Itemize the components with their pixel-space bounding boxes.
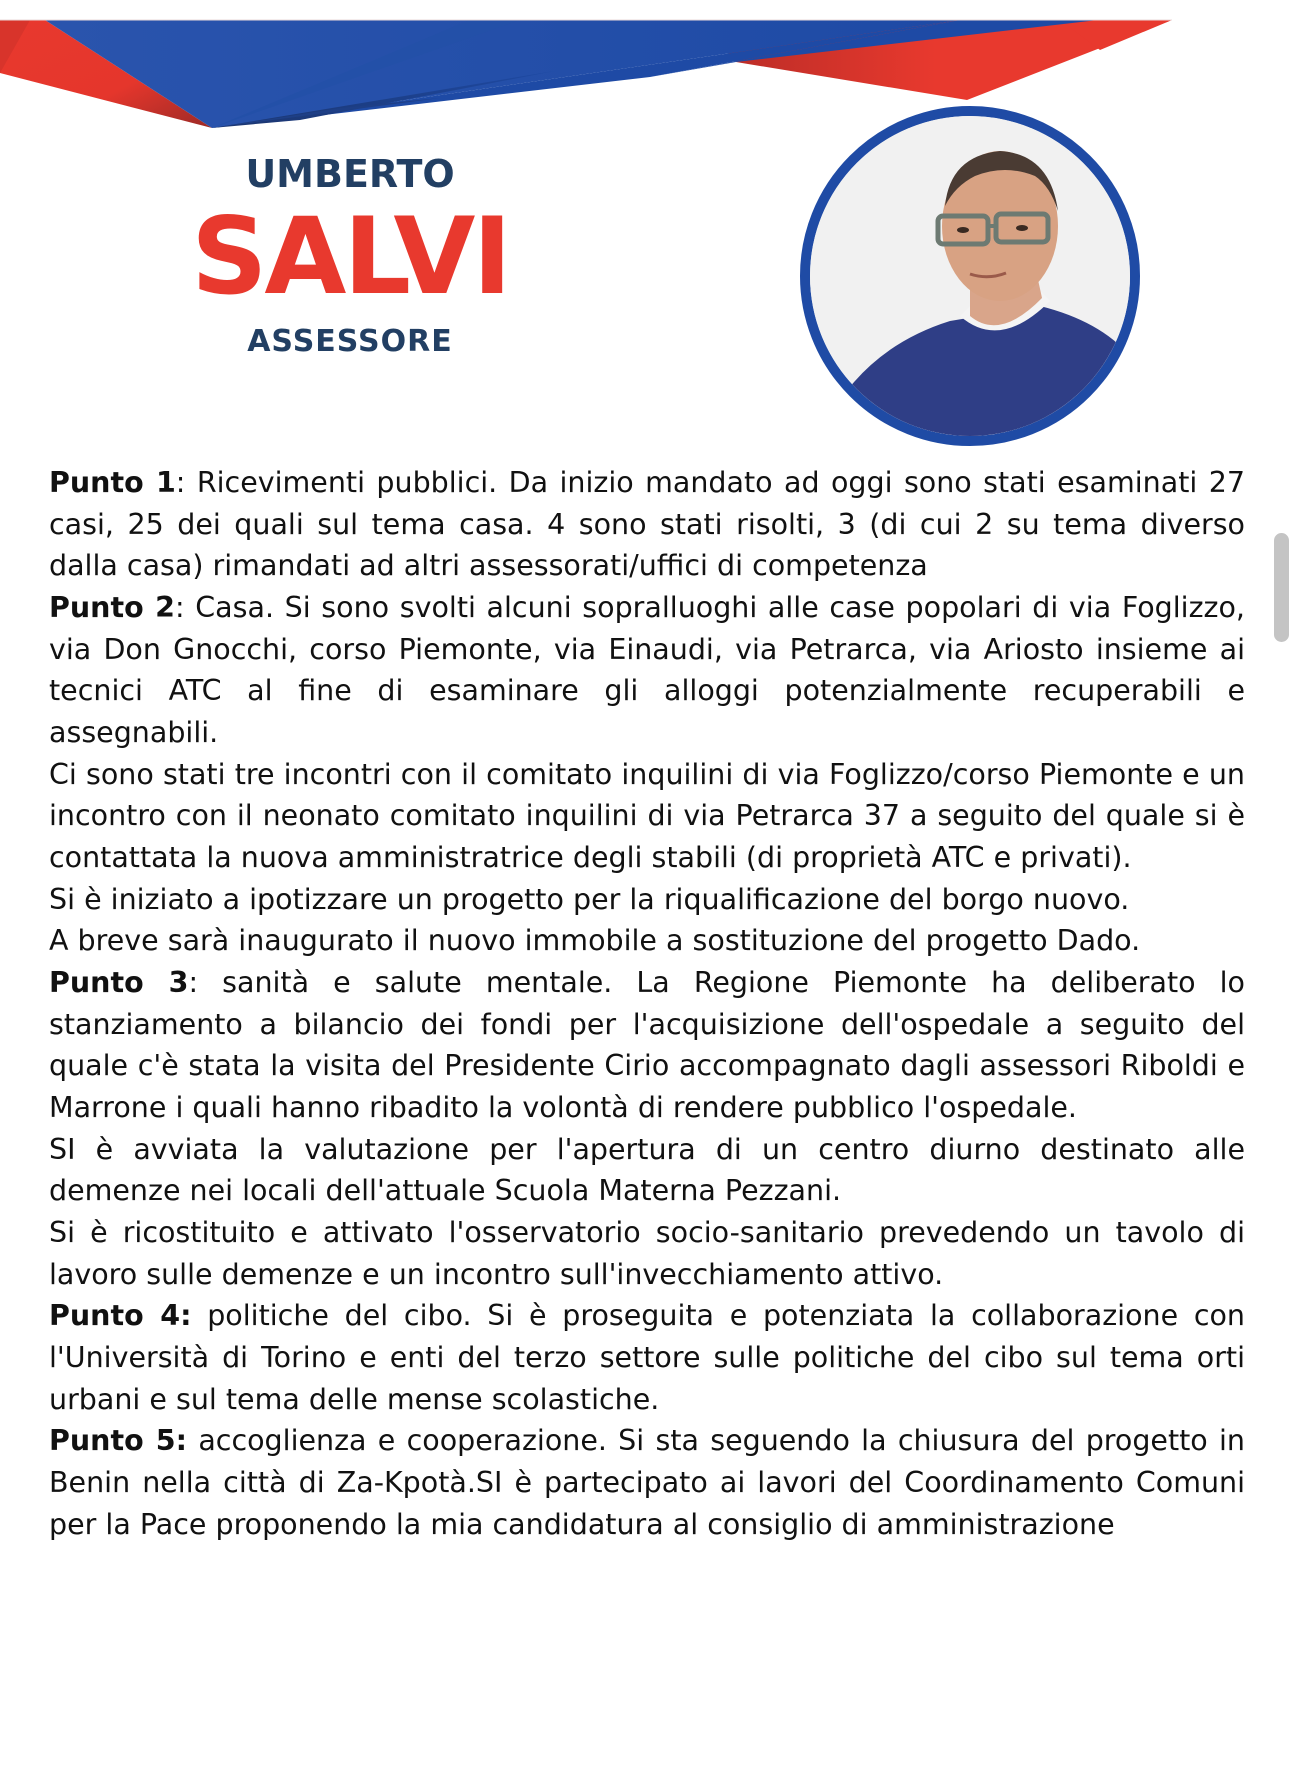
paragraph-text: accoglienza e cooperazione. Si sta seguendo la chiusura del progetto in Benin nella città di Za-Kpotà.SI è partecipato ai lavori del Coordinamento Comuni per la Pace proponendo la mia candidatura al consiglio di amministrazione	[49, 1424, 1245, 1541]
paragraph	[49, 754, 1245, 879]
paragraph-text: Ricevimenti pubblici. Da inizio mandato ad oggi sono stati esaminati 27 casi, 25 dei quali sul tema casa. 4 sono stati risolti, 3 (di cui 2 su tema diverso dalla casa) rimandati ad altri assessorati/uffici di competenza	[49, 466, 1245, 583]
paragraph	[49, 1129, 1245, 1212]
paragraph-punto-2	[49, 587, 1245, 754]
paragraph-punto-1	[49, 462, 1245, 587]
paragraph-text: A breve sarà inaugurato il nuovo immobile a sostituzione del progetto Dado.	[49, 924, 1141, 958]
label-colon: :	[188, 966, 199, 1000]
paragraph	[49, 1212, 1245, 1295]
last-name: SALVI	[191, 195, 509, 318]
paragraph-text: Si è iniziato a ipotizzare un progetto per la riqualificazione del borgo nuovo.	[49, 882, 1130, 916]
paragraph-label: Punto 4:	[49, 1299, 192, 1333]
paragraph-punto-5	[49, 1420, 1245, 1545]
role-title: ASSESSORE	[247, 324, 453, 359]
portrait-photo	[800, 106, 1140, 446]
paragraph	[49, 920, 1245, 962]
paragraph-punto-4	[49, 1295, 1245, 1420]
paragraph-text: Ci sono stati tre incontri con il comitato inquilini di via Foglizzo/corso Piemonte e un incontro con il neonato comitato inquilini di via Petrarca 37 a seguito del quale si è contattata la nuova amministratrice degli stabili (di proprietà ATC e privati).	[49, 757, 1245, 875]
person-portrait-icon	[810, 116, 1130, 436]
paragraph-text: politiche del cibo. Si è proseguita e potenziata la collaborazione con l'Università di Torino e enti del terzo settore sulle politiche del cibo sul tema orti urbani e sul tema delle mense scolastiche.	[49, 1299, 1245, 1416]
paragraph-label: Punto 3	[49, 966, 189, 1000]
paragraph-label: Punto 5:	[49, 1424, 188, 1458]
first-name: UMBERTO	[245, 152, 455, 196]
paragraph-text: sanità e salute mentale. La Regione Piemonte ha deliberato lo stanziamento a bilancio dei fondi per l'acquisizione dell'ospedale a seguito del quale c'è stata la visita del Presidente Cirio accompagnato dagli assessori Riboldi e Marrone i quali hanno ribadito la volontà di rendere pubblico l'ospedale.	[49, 966, 1245, 1125]
paragraph-punto-3	[49, 962, 1245, 1129]
paragraph-text: Si è ricostituito e attivato l'osservatorio socio-sanitario prevedendo un tavolo di lavoro sulle demenze e un incontro sull'invecchiamento attivo.	[49, 1216, 1245, 1291]
label-colon: :	[175, 466, 186, 499]
header-banner	[0, 0, 1294, 140]
paragraph	[49, 879, 1245, 921]
paragraph-label: Punto 1	[49, 466, 176, 499]
paragraph-text: SI è avviata la valutazione per l'apertura di un centro diurno destinato alle demenze nei locali dell'attuale Scuola Materna Pezzani.	[49, 1132, 1245, 1208]
label-colon: :	[175, 591, 185, 625]
scrollbar-thumb[interactable]	[1274, 533, 1289, 642]
paragraph-label: Punto 2	[49, 591, 176, 625]
report-body	[49, 462, 1245, 1545]
paragraph-text: Casa. Si sono svolti alcuni sopralluoghi alle case popolari di via Foglizzo, via Don Gnocchi, corso Piemonte, via Einaudi, via Petrarca, via Ariosto insieme ai tecnici ATC al fine di esaminare gli alloggi potenzialmente recuperabili e assegnabili.	[49, 591, 1245, 750]
